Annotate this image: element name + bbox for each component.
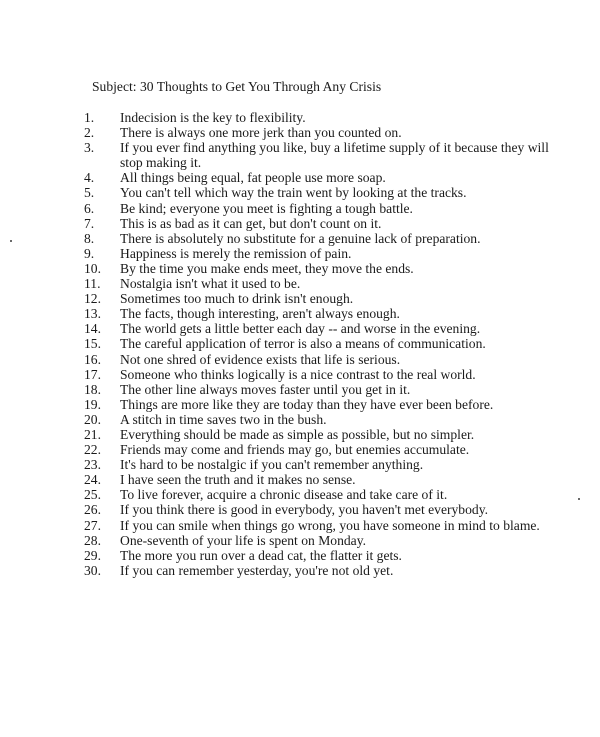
- list-item: [84, 321, 564, 336]
- item-number: 6.: [84, 200, 95, 216]
- item-text: Indecision is the key to flexibility.: [120, 110, 306, 125]
- list-item: [84, 412, 564, 427]
- list-item: [84, 502, 564, 517]
- item-text: Friends may come and friends may go, but enemies accumulate.: [120, 442, 470, 458]
- item-text: Sometimes too much to drink isn't enough.: [120, 291, 354, 307]
- item-number: 5.: [84, 185, 95, 201]
- item-text: This is as bad as it can get, but don't count on it.: [120, 215, 382, 231]
- item-text: The world gets a little better each day -- and worse in the evening.: [120, 321, 481, 337]
- item-text: Be kind; everyone you meet is fighting a tough battle.: [120, 200, 413, 216]
- item-number: 26.: [84, 502, 101, 518]
- item-number: 21.: [84, 426, 101, 442]
- list-item: [84, 352, 564, 367]
- list-item: [84, 110, 564, 125]
- item-number: 25.: [84, 487, 101, 503]
- scan-speck: [578, 498, 580, 500]
- list-item: [84, 185, 564, 200]
- list-item: [84, 382, 564, 397]
- item-text: Nostalgia isn't what it used to be.: [120, 276, 301, 292]
- item-number: 4.: [84, 170, 95, 186]
- item-number: 16.: [84, 351, 101, 367]
- item-number: 29.: [84, 547, 101, 563]
- item-text: To live forever, acquire a chronic disease and take care of it.: [120, 487, 448, 503]
- subject-line: Subject: 30 Thoughts to Get You Through Any Crisis: [92, 79, 382, 94]
- list-item: [84, 306, 564, 321]
- item-text: Happiness is merely the remission of pain.: [120, 245, 352, 261]
- list-item: [84, 367, 564, 382]
- list-item: [84, 231, 564, 246]
- list-item: [84, 201, 564, 216]
- list-item: [84, 246, 564, 261]
- list-item: [84, 216, 564, 231]
- item-text: There is always one more jerk than you counted on.: [120, 125, 402, 141]
- item-number: 20.: [84, 411, 101, 427]
- list-item: [84, 533, 564, 548]
- item-number: 15.: [84, 336, 101, 352]
- list-item: [84, 487, 564, 502]
- item-number: 12.: [84, 291, 101, 307]
- thoughts-list: [84, 110, 564, 578]
- item-number: 22.: [84, 442, 101, 458]
- item-number: 28.: [84, 532, 101, 548]
- item-text: The more you run over a dead cat, the flatter it gets.: [120, 547, 402, 563]
- list-item: [84, 563, 564, 578]
- item-number: 3.: [84, 140, 95, 156]
- item-text: It's hard to be nostalgic if you can't remember anything.: [120, 457, 424, 473]
- list-item: [84, 397, 564, 412]
- list-item: [84, 276, 564, 291]
- item-number: 8.: [84, 230, 95, 246]
- item-text: Not one shred of evidence exists that life is serious.: [120, 351, 401, 367]
- item-text: One-seventh of your life is spent on Monday.: [120, 532, 367, 548]
- item-number: 9.: [84, 245, 95, 261]
- item-number: 1.: [84, 110, 95, 125]
- item-text: By the time you make ends meet, they move the ends.: [120, 260, 414, 276]
- item-number: 10.: [84, 260, 101, 276]
- item-number: 23.: [84, 457, 101, 473]
- list-item: [84, 291, 564, 306]
- item-number: 17.: [84, 366, 101, 382]
- list-item: [84, 170, 564, 185]
- item-number: 19.: [84, 396, 101, 412]
- item-text: Everything should be made as simple as possible, but no simpler.: [120, 426, 475, 442]
- list-item: [84, 548, 564, 563]
- item-text: All things being equal, fat people use more soap.: [120, 170, 386, 186]
- item-text: There is absolutely no substitute for a genuine lack of preparation.: [120, 230, 481, 246]
- item-text: Someone who thinks logically is a nice contrast to the real world.: [120, 366, 476, 382]
- list-item: [84, 442, 564, 457]
- item-text: The facts, though interesting, aren't always enough.: [120, 306, 400, 322]
- item-number: 13.: [84, 306, 101, 322]
- item-number: 30.: [84, 562, 101, 578]
- item-text: You can't tell which way the train went by looking at the tracks.: [120, 185, 467, 201]
- list-item: [84, 427, 564, 442]
- list-item: [84, 457, 564, 472]
- item-text: If you ever find anything you like, buy a lifetime supply of it because they will stop making it.: [120, 140, 549, 171]
- list-item: [84, 140, 564, 170]
- scan-speck: [10, 240, 12, 242]
- item-text: If you think there is good in everybody, you haven't met everybody.: [120, 502, 489, 518]
- list-item: [84, 472, 564, 487]
- item-number: 18.: [84, 381, 101, 397]
- item-number: 24.: [84, 472, 101, 488]
- item-number: 27.: [84, 517, 101, 533]
- item-number: 7.: [84, 215, 95, 231]
- item-number: 11.: [84, 276, 101, 292]
- item-text: If you can smile when things go wrong, you have someone in mind to blame.: [120, 517, 540, 533]
- list-item: [84, 518, 564, 533]
- list-item: [84, 125, 564, 140]
- item-text: Things are more like they are today than they have ever been before.: [120, 396, 494, 412]
- item-text: The careful application of terror is also a means of communication.: [120, 336, 486, 352]
- item-text: A stitch in time saves two in the bush.: [120, 411, 327, 427]
- item-text: The other line always moves faster until you get in it.: [120, 381, 411, 397]
- list-item: [84, 336, 564, 351]
- item-number: 14.: [84, 321, 101, 337]
- list-item: [84, 261, 564, 276]
- item-text: I have seen the truth and it makes no sense.: [120, 472, 356, 488]
- item-number: 2.: [84, 125, 95, 141]
- item-text: If you can remember yesterday, you're not old yet.: [120, 562, 394, 578]
